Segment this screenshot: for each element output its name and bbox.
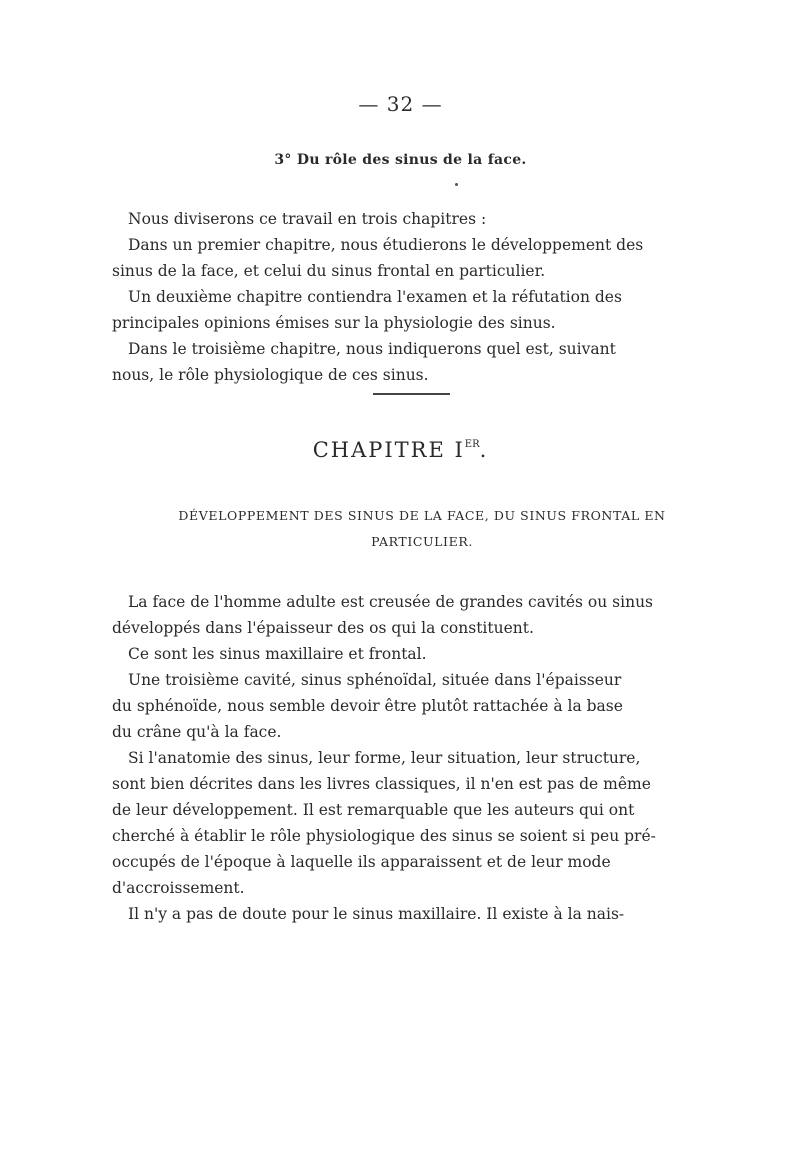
chapter-subtitle-line: PARTICULIER. <box>371 534 473 549</box>
chapter-title-sup: ER <box>464 439 480 450</box>
text-line: Il n'y a pas de doute pour le sinus maxillaire. Il existe à la nais- <box>128 905 625 923</box>
separator-rule <box>373 393 450 395</box>
text-line: principales opinions émises sur la physiologie des sinus. <box>112 314 556 332</box>
text-line: d'accroissement. <box>112 879 245 897</box>
page-number: — 32 — <box>358 92 443 116</box>
chapter-title <box>0 438 801 462</box>
text-line: sinus de la face, et celui du sinus frontal en particulier. <box>112 262 546 280</box>
text-line: Si l'anatomie des sinus, leur forme, leur situation, leur structure, <box>128 749 641 767</box>
section-title: 3° Du rôle des sinus de la face. <box>274 152 527 168</box>
text-line: de leur développement. Il est remarquable que les auteurs qui ont <box>112 801 635 819</box>
text-line: Un deuxième chapitre contiendra l'examen et la réfutation des <box>128 288 622 306</box>
text-line: Nous diviserons ce travail en trois chapitres : <box>128 210 487 228</box>
text-line: La face de l'homme adulte est creusée de grandes cavités ou sinus <box>128 593 654 611</box>
text-line: du crâne qu'à la face. <box>112 723 282 741</box>
chapter-subtitle <box>112 503 732 555</box>
text-line: sont bien décrites dans les livres classiques, il n'en est pas de même <box>112 775 651 793</box>
text-line: du sphénoïde, nous semble devoir être plutôt rattachée à la base <box>112 697 623 715</box>
chapter-title-text: CHAPITRE I <box>312 438 465 462</box>
text-line: Dans un premier chapitre, nous étudierons le développement des <box>128 236 644 254</box>
decorative-dot <box>455 183 458 186</box>
text-line: nous, le rôle physiologique de ces sinus. <box>112 366 429 384</box>
chapter-title-end: . <box>479 438 489 462</box>
text-line: occupés de l'époque à laquelle ils apparaissent et de leur mode <box>112 853 611 871</box>
text-line: Une troisième cavité, sinus sphénoïdal, située dans l'épaisseur <box>128 671 622 689</box>
text-line: développés dans l'épaisseur des os qui la constituent. <box>112 619 534 637</box>
chapter-subtitle-line: DÉVELOPPEMENT DES SINUS DE LA FACE, DU SINUS FRONTAL EN <box>178 508 666 523</box>
text-line: Dans le troisième chapitre, nous indiquerons quel est, suivant <box>128 340 616 358</box>
text-line: cherché à établir le rôle physiologique des sinus se soient si peu pré- <box>112 827 656 845</box>
text-line: Ce sont les sinus maxillaire et frontal. <box>128 645 427 663</box>
